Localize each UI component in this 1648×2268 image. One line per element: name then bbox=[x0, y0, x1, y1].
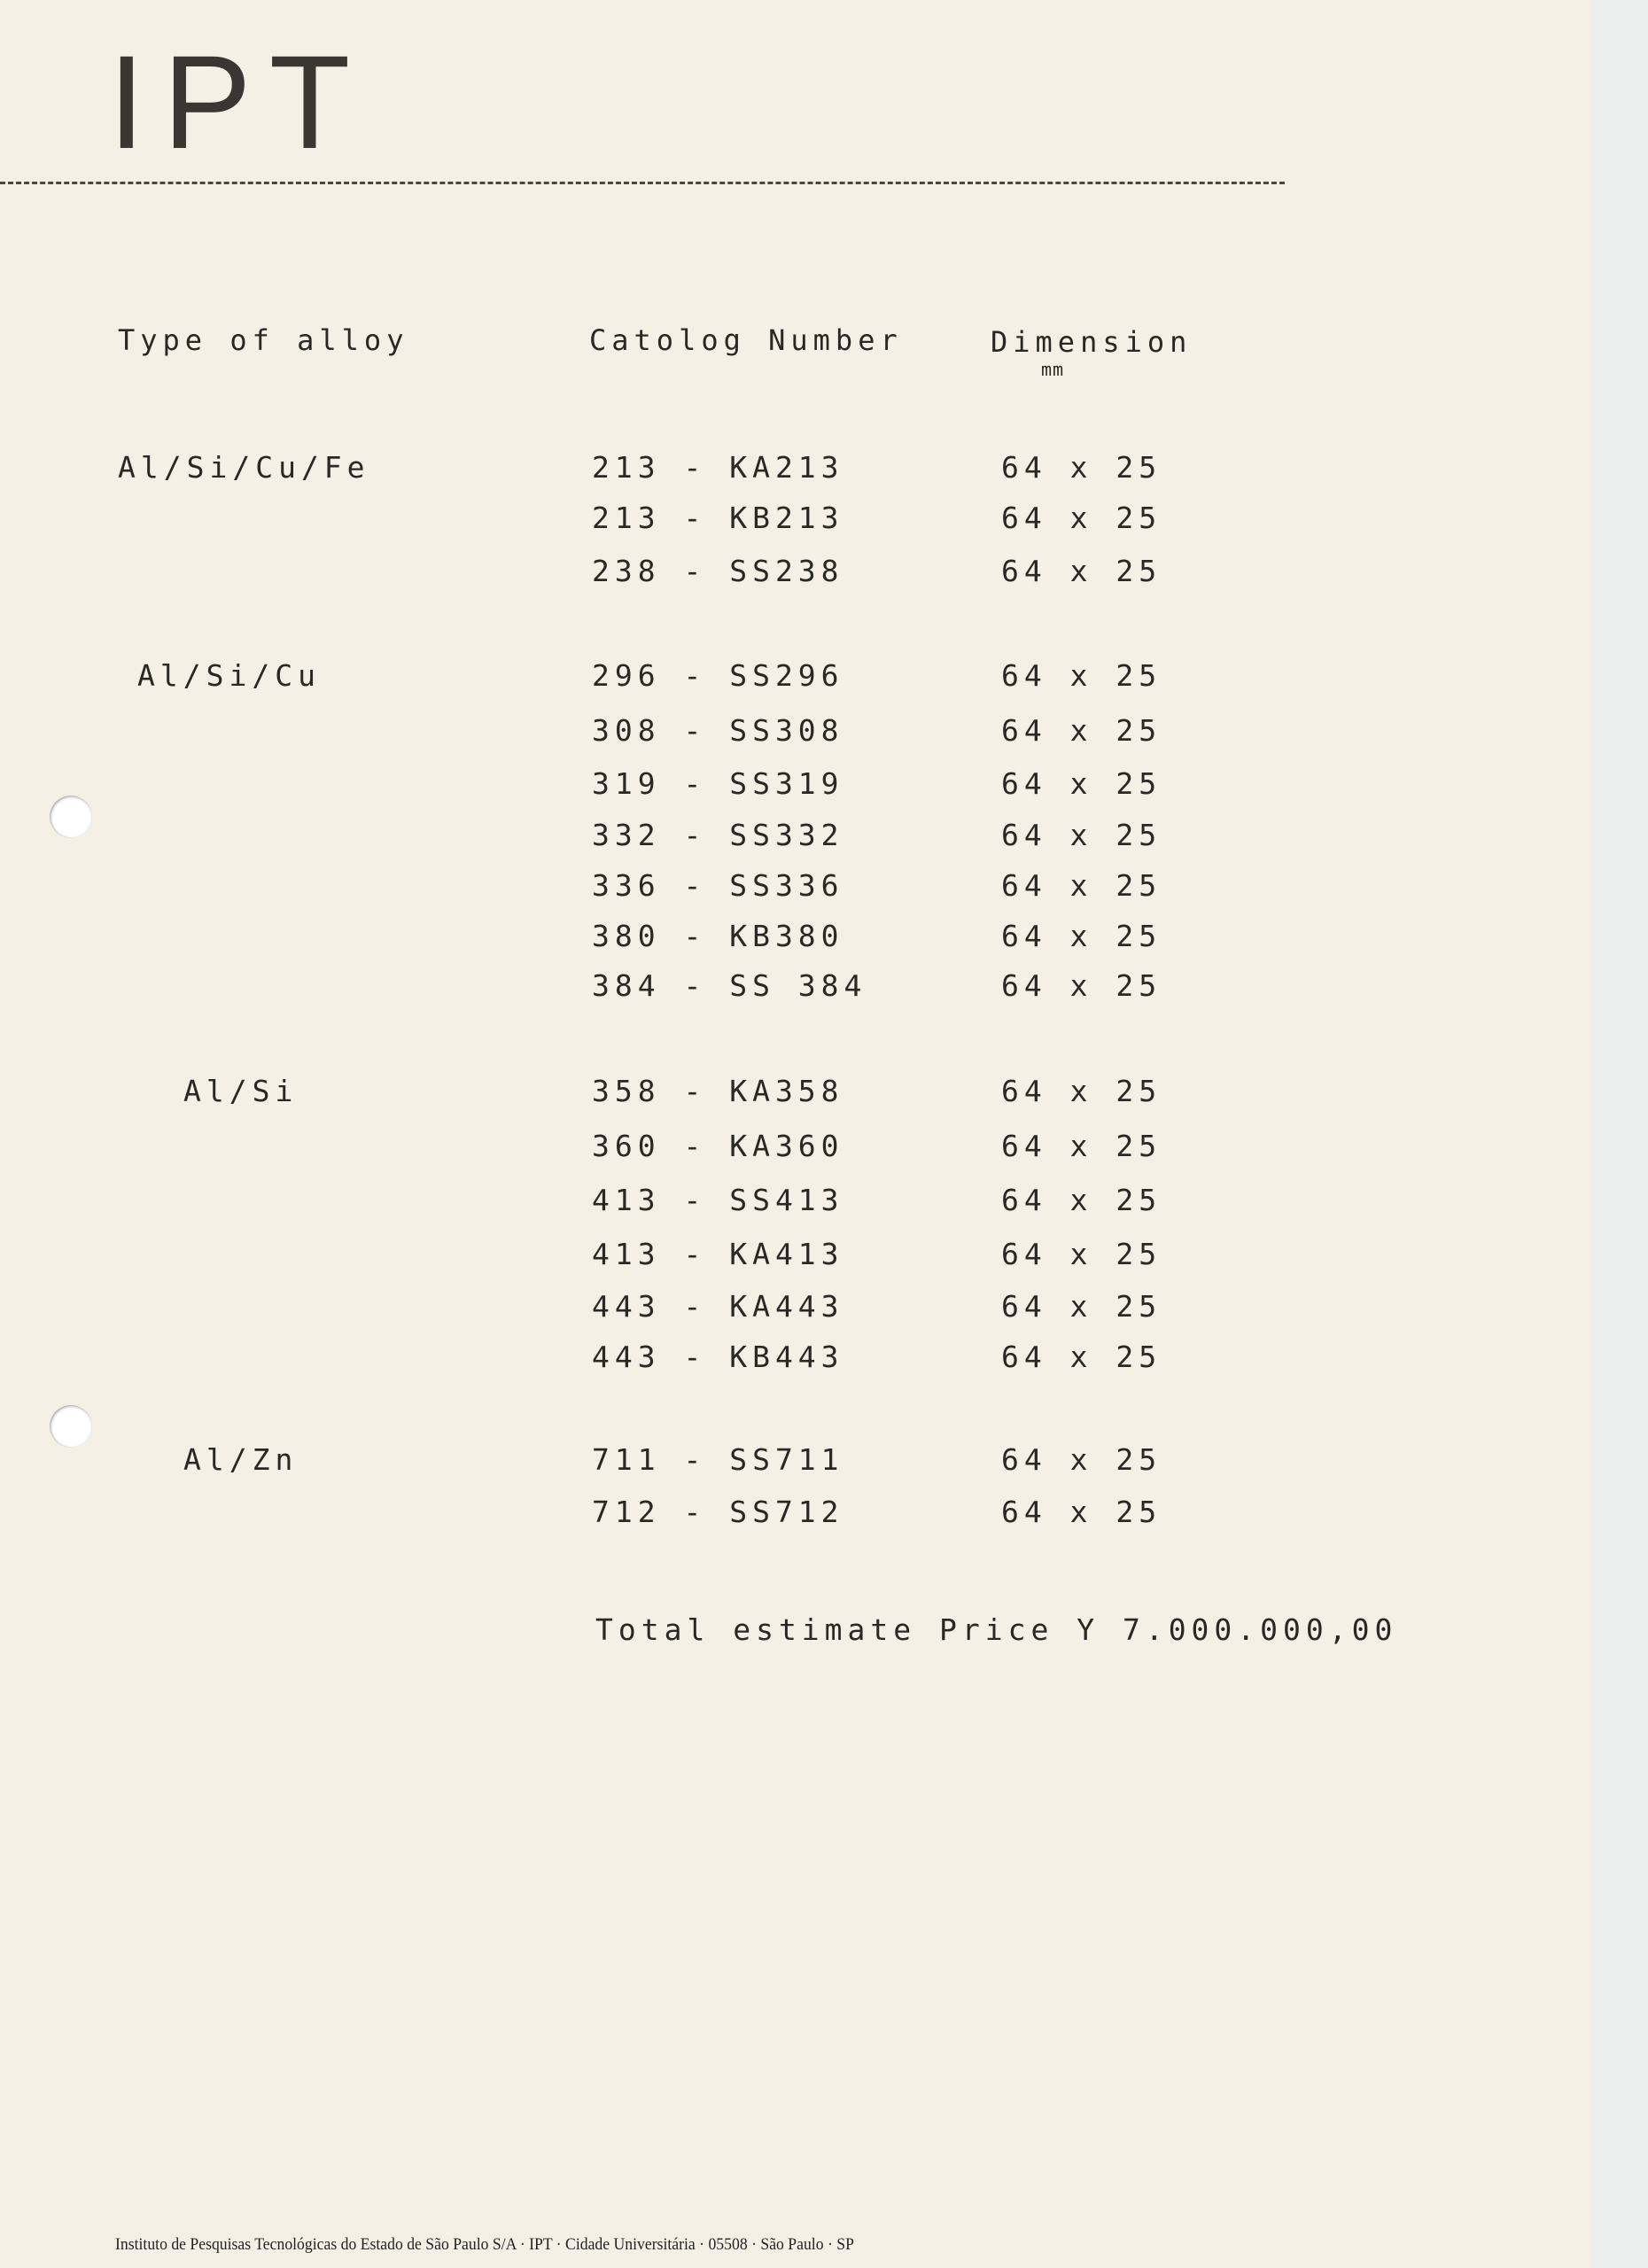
dimension-value: 64 x 25 bbox=[1001, 919, 1162, 953]
catalog-number: 413 - KA413 bbox=[592, 1237, 844, 1271]
dimension-value: 64 x 25 bbox=[1001, 713, 1162, 748]
dimension-value: 64 x 25 bbox=[1001, 1289, 1162, 1324]
catalog-number: 413 - SS413 bbox=[592, 1183, 844, 1217]
header-dimension: Dimension bbox=[991, 325, 1193, 359]
dimension-value: 64 x 25 bbox=[1001, 968, 1162, 1003]
dimension-value: 64 x 25 bbox=[1001, 450, 1162, 485]
alloy-type: Al/Si bbox=[183, 1074, 299, 1108]
alloy-type: Al/Si/Cu/Fe bbox=[118, 450, 370, 485]
catalog-number: 712 - SS712 bbox=[592, 1495, 844, 1529]
catalog-number: 332 - SS332 bbox=[592, 818, 844, 852]
header-type-of-alloy: Type of alloy bbox=[118, 323, 409, 357]
header-catalog-number: Catolog Number bbox=[589, 323, 903, 357]
catalog-number: 443 - KB443 bbox=[592, 1340, 844, 1374]
catalog-number: 380 - KB380 bbox=[592, 919, 844, 953]
dimension-unit: mm bbox=[1041, 359, 1065, 380]
alloy-type: Al/Si/Cu bbox=[137, 658, 321, 693]
catalog-number: 213 - KB213 bbox=[592, 501, 844, 535]
dimension-value: 64 x 25 bbox=[1001, 658, 1162, 693]
dimension-value: 64 x 25 bbox=[1001, 1074, 1162, 1108]
catalog-number: 213 - KA213 bbox=[592, 450, 844, 485]
dimension-value: 64 x 25 bbox=[1001, 1340, 1162, 1374]
dimension-value: 64 x 25 bbox=[1001, 1129, 1162, 1163]
catalog-number: 443 - KA443 bbox=[592, 1289, 844, 1324]
catalog-number: 308 - SS308 bbox=[592, 713, 844, 748]
dimension-value: 64 x 25 bbox=[1001, 1495, 1162, 1529]
dimension-value: 64 x 25 bbox=[1001, 1237, 1162, 1271]
dimension-value: 64 x 25 bbox=[1001, 1442, 1162, 1477]
catalog-number: 319 - SS319 bbox=[592, 766, 844, 801]
catalog-number: 238 - SS238 bbox=[592, 554, 844, 588]
letterhead-footer: Instituto de Pesquisas Tecnológicas do Estado de São Paulo S/A · IPT · Cidade Universitária · 05508 · São Paulo · SP bbox=[115, 2235, 854, 2254]
dimension-value: 64 x 25 bbox=[1001, 1183, 1162, 1217]
header-divider bbox=[0, 182, 1285, 184]
dimension-value: 64 x 25 bbox=[1001, 554, 1162, 588]
punch-hole bbox=[50, 1405, 92, 1448]
catalog-number: 384 - SS 384 bbox=[592, 968, 867, 1003]
ipt-logo: IPT bbox=[108, 27, 369, 176]
dimension-value: 64 x 25 bbox=[1001, 501, 1162, 535]
dimension-value: 64 x 25 bbox=[1001, 818, 1162, 852]
catalog-number: 296 - SS296 bbox=[592, 658, 844, 693]
catalog-number: 360 - KA360 bbox=[592, 1129, 844, 1163]
catalog-number: 358 - KA358 bbox=[592, 1074, 844, 1108]
dimension-value: 64 x 25 bbox=[1001, 868, 1162, 903]
dimension-value: 64 x 25 bbox=[1001, 766, 1162, 801]
catalog-number: 336 - SS336 bbox=[592, 868, 844, 903]
total-estimate-price: Total estimate Price Y 7.000.000,00 bbox=[595, 1612, 1398, 1647]
alloy-type: Al/Zn bbox=[183, 1442, 299, 1477]
catalog-number: 711 - SS711 bbox=[592, 1442, 844, 1477]
punch-hole bbox=[50, 796, 92, 838]
